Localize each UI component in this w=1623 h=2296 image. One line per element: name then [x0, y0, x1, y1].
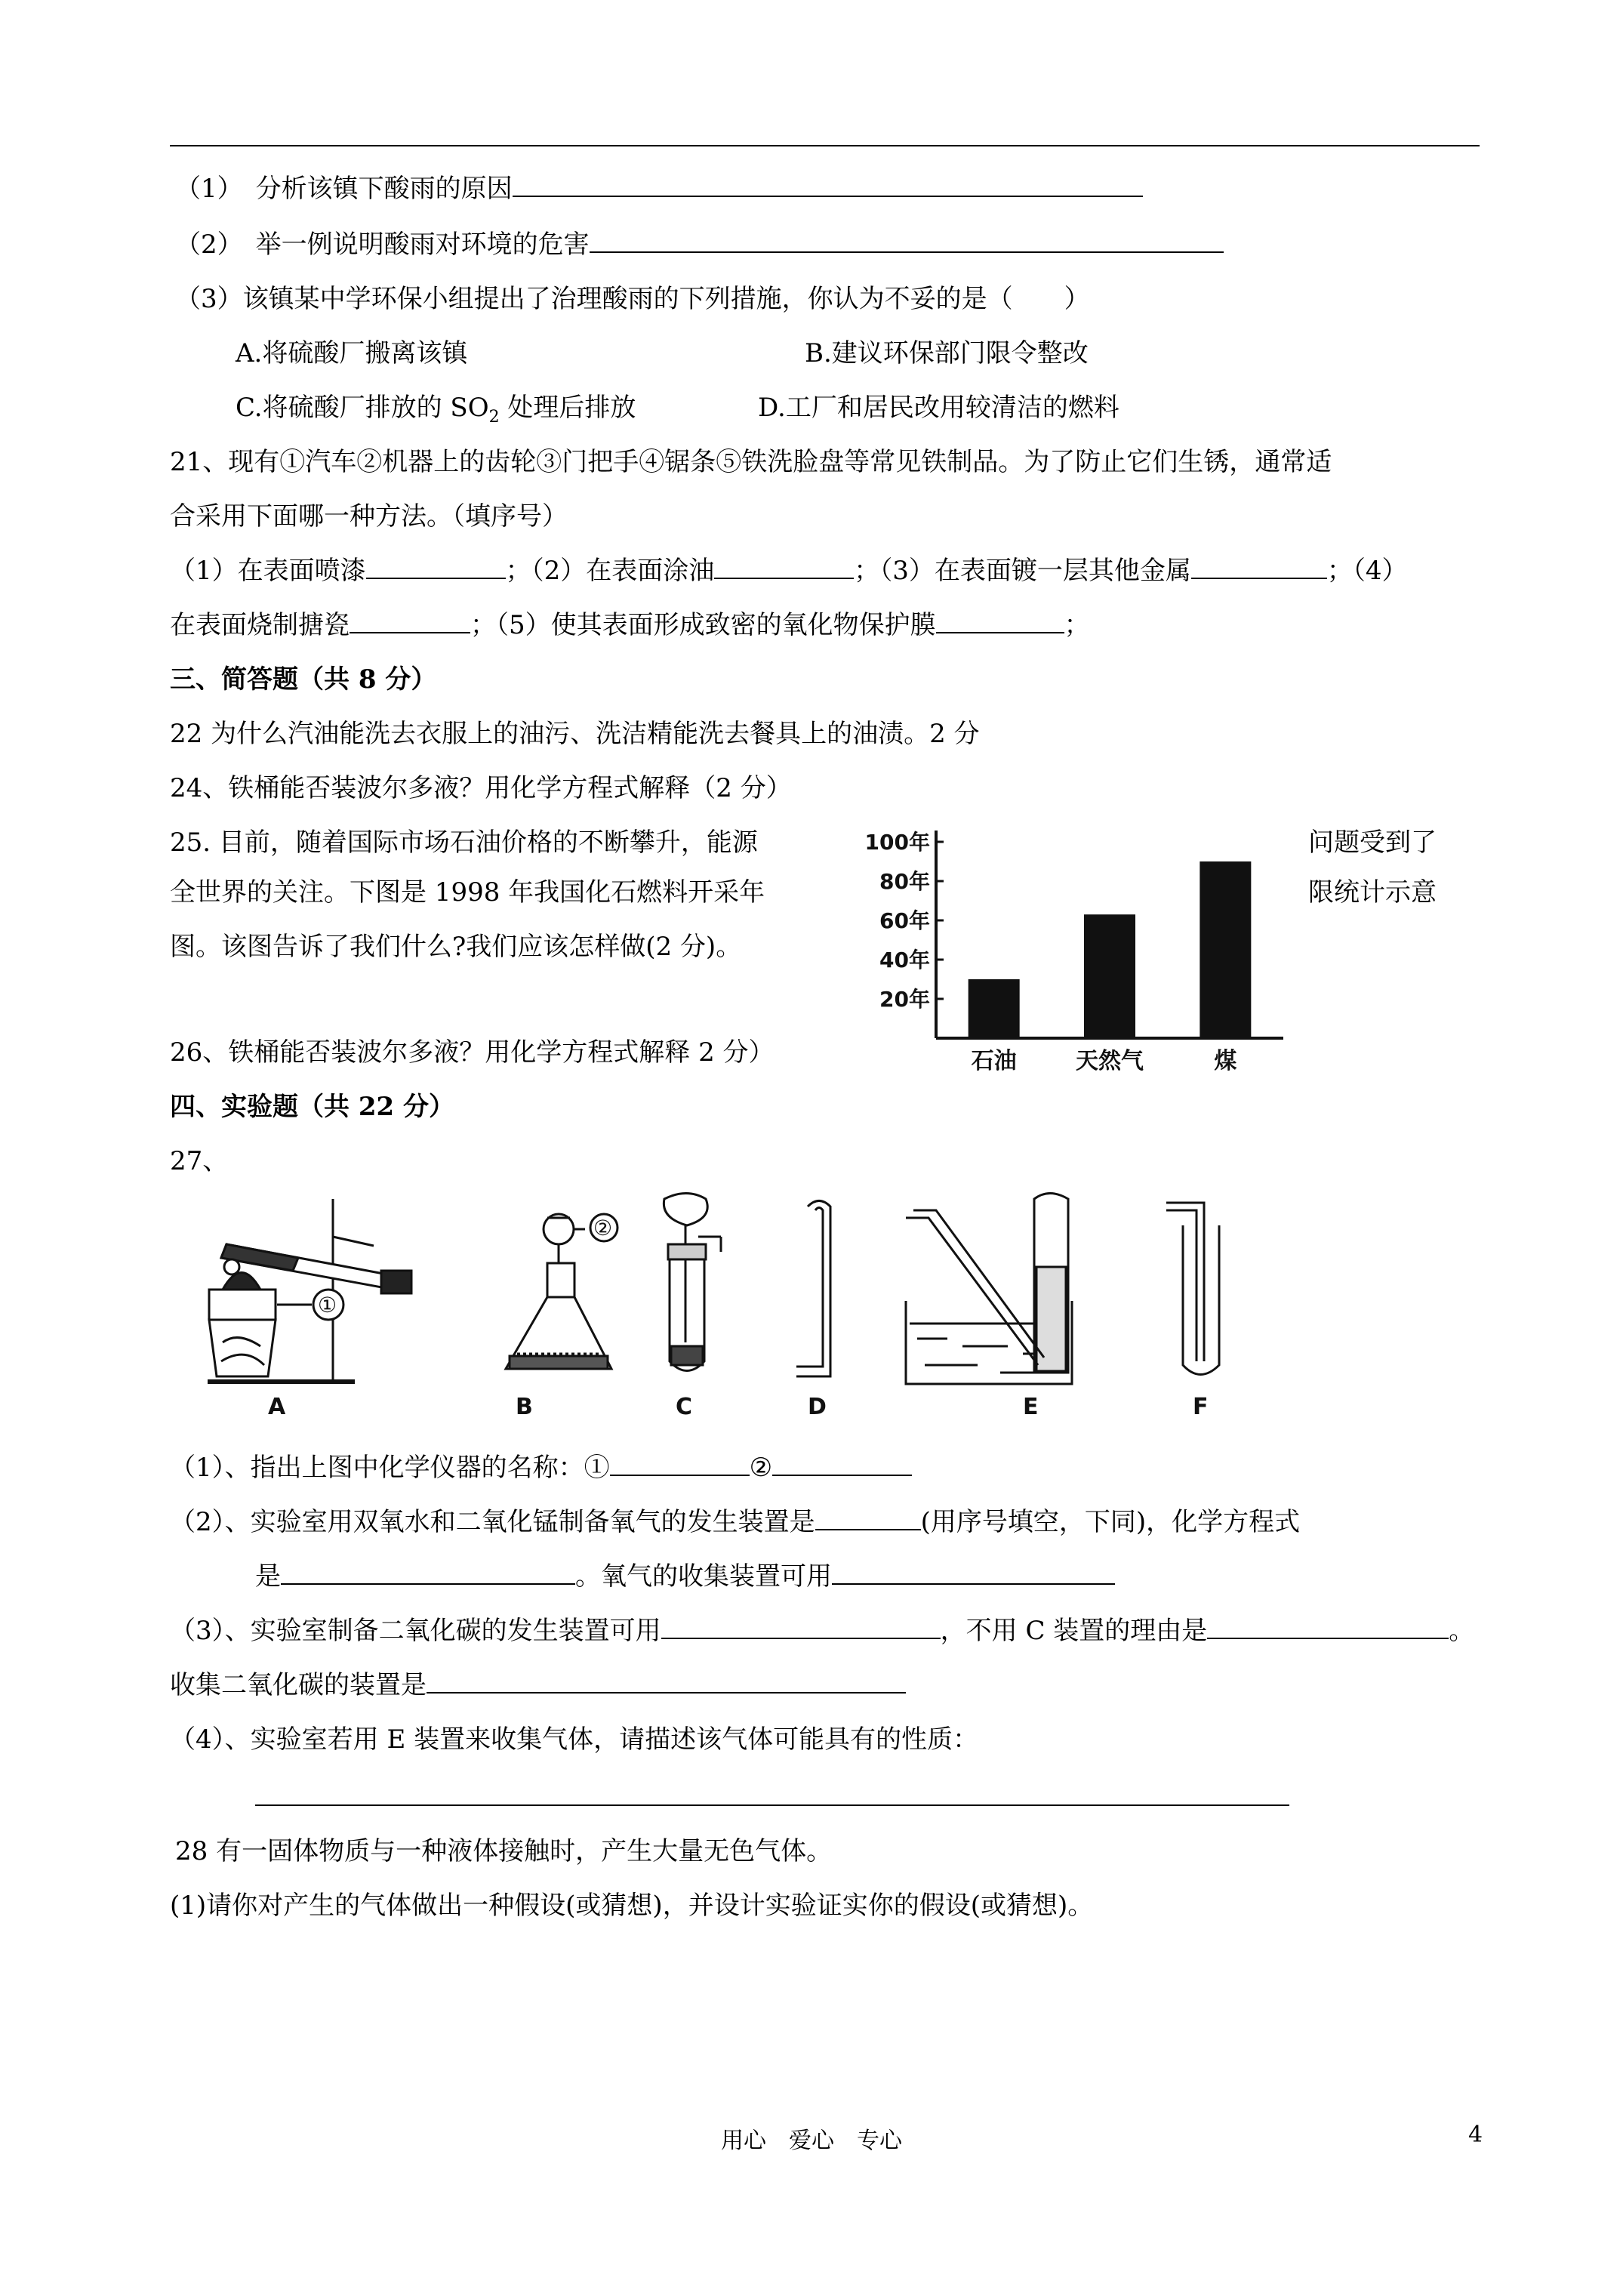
apparatus-e [906, 1194, 1072, 1385]
q25-line2b: 限统计示意 [1308, 877, 1437, 908]
q21-method-4-text: 在表面烧制搪瓷 [170, 610, 350, 640]
page-footer: 用心 爱心 专心 [721, 2128, 902, 2154]
q20-sub3: （3）该镇某中学环保小组提出了治理酸雨的下列措施，你认为不妥的是（ ） [175, 284, 1090, 314]
q27-sub2-text-2: (用序号填空，下同)，化学方程式 [920, 1507, 1301, 1537]
q20-option-c [236, 391, 636, 434]
answer-blank[interactable] [661, 1615, 941, 1639]
q25-line2a: 全世界的关注。下图是 1998 年我国化石燃料开采年 [170, 877, 765, 908]
apparatus-f [1166, 1203, 1219, 1375]
fuel-reserve-bar-chart [857, 819, 1298, 1080]
answer-blank[interactable] [513, 173, 1143, 197]
q21-method-2: ；（2）在表面涂油 [505, 556, 715, 586]
q20-sub2-text: （2） 举一例说明酸雨对环境的危害 [175, 230, 590, 260]
y-tick-label: 60年 [879, 908, 930, 933]
apparatus-a [208, 1199, 411, 1382]
bar [1200, 861, 1251, 1038]
q27-sub4: （4）、实验室若用 E 装置来收集气体，请描述该气体可能具有的性质： [170, 1724, 979, 1755]
q21-end: ； [1064, 610, 1090, 640]
q21-line3 [170, 554, 1408, 587]
label-d: D [808, 1394, 827, 1418]
q27-sub1 [170, 1451, 912, 1484]
q24-text: 24、铁桶能否装波尔多液？用化学方程式解释（2 分） [170, 773, 792, 803]
q27-sub3-text-3: 收集二氧化碳的装置是 [170, 1670, 427, 1700]
q27-sub1-mark2: ② [749, 1453, 773, 1483]
label-c: C [676, 1394, 693, 1418]
q27-sub2 [170, 1505, 1300, 1539]
bar [1084, 914, 1135, 1038]
q21-line1: 21、现有①汽车②机器上的齿轮③门把手④锯条⑤铁洗脸盘等常见铁制品。为了防止它们生锈，通常适 [170, 447, 1332, 477]
q26-text: 26、铁桶能否装波尔多液？用化学方程式解释 2 分） [170, 1037, 775, 1068]
q27-sub3-text: （3）、实验室制备二氧化碳的发生装置可用 [170, 1616, 661, 1646]
q25-line1a: 25. 目前，随着国际市场石油价格的不断攀升，能源 [170, 827, 758, 858]
q22-text: 22 为什么汽油能洗去衣服上的油污、洗洁精能洗去餐具上的油渍。2 分 [170, 719, 980, 749]
section-3-heading: 三、简答题（共 8 分） [170, 664, 437, 695]
answer-blank[interactable] [815, 1506, 921, 1530]
answer-line[interactable] [255, 1782, 1289, 1806]
answer-blank[interactable] [366, 555, 506, 579]
label-e: E [1023, 1394, 1039, 1418]
q27-sub2-cont [255, 1560, 1115, 1593]
q27-sub2-text: （2）、实验室用双氧水和二氧化锰制备氧气的发生装置是 [170, 1507, 815, 1537]
y-tick-label: 20年 [879, 987, 930, 1012]
q25-line1b: 问题受到了 [1308, 827, 1437, 858]
q21-method-1: （1）在表面喷漆 [170, 556, 366, 586]
answer-blank[interactable] [772, 1452, 912, 1476]
q27-sub2-text-3: 是 [255, 1561, 281, 1592]
answer-blank[interactable] [714, 555, 854, 579]
x-category-label: 煤 [1214, 1048, 1237, 1074]
answer-blank[interactable] [610, 1452, 750, 1476]
label-b: B [516, 1394, 533, 1418]
x-category-label: 天然气 [1076, 1048, 1144, 1074]
answer-blank[interactable] [590, 229, 1224, 253]
q21-method-4: ；（4） [1326, 556, 1408, 586]
answer-blank[interactable] [427, 1669, 906, 1693]
apparatus-c [664, 1194, 721, 1371]
label-a: A [268, 1394, 286, 1418]
y-tick-label: 40年 [879, 948, 930, 972]
q21-line4 [170, 609, 1090, 642]
answer-blank[interactable] [281, 1561, 575, 1585]
answer-blank[interactable] [1207, 1615, 1449, 1639]
q27-sub1-text: （1）、指出上图中化学仪器的名称：① [170, 1453, 610, 1483]
q27-sub2-text-4: 。氧气的收集装置可用 [575, 1561, 832, 1592]
q21-line2: 合采用下面哪一种方法。（填序号） [170, 501, 568, 532]
q20-option-c-text-end: 处理后排放 [499, 393, 636, 423]
q20-sub1 [175, 172, 1143, 205]
q20-option-d: D.工厂和居民改用较清洁的燃料 [758, 393, 1119, 423]
q21-method-5: ；（5）使其表面形成致密的氧化物保护膜 [470, 610, 936, 640]
answer-blank[interactable] [936, 609, 1064, 633]
answer-blank[interactable] [350, 609, 470, 633]
y-tick-label: 100年 [864, 830, 930, 855]
q27-sub3 [170, 1614, 1474, 1647]
q27-label: 27、 [170, 1146, 229, 1176]
answer-blank[interactable] [832, 1561, 1115, 1585]
q28-line2: (1)请你对产生的气体做出一种假设(或猜想)，并设计实验证实你的假设(或猜想)。 [170, 1891, 1094, 1921]
section-4-heading: 四、实验题（共 22 分） [170, 1092, 454, 1122]
x-category-label: 石油 [971, 1048, 1017, 1074]
q28-line1: 28 有一固体物质与一种液体接触时，产生大量无色气体。 [175, 1836, 833, 1866]
q25-line3: 图。该图告诉了我们什么?我们应该怎样做(2 分)。 [170, 932, 742, 962]
label-f: F [1193, 1394, 1209, 1418]
q27-sub3-cont [170, 1669, 906, 1702]
q20-option-c-text: C.将硫酸厂排放的 SO [236, 393, 489, 423]
answer-blank[interactable] [1191, 555, 1327, 579]
q20-sub2 [175, 228, 1224, 261]
subscript: 2 [488, 407, 500, 427]
apparatus-d [796, 1201, 830, 1377]
marker-2: ② [593, 1216, 613, 1240]
lab-apparatus-figure [192, 1191, 1264, 1418]
q20-sub1-text: （1） 分析该镇下酸雨的原因 [175, 174, 513, 204]
q20-option-a: A.将硫酸厂搬离该镇 [236, 338, 468, 368]
header-rule [170, 145, 1480, 146]
q20-option-b: B.建议环保部门限令整改 [805, 338, 1089, 368]
q27-sub3-text-2: ，不用 C 装置的理由是 [940, 1616, 1208, 1646]
y-tick-label: 80年 [879, 869, 930, 894]
bar [969, 979, 1020, 1038]
marker-1: ① [318, 1293, 337, 1318]
q21-method-3: ；（3）在表面镀一层其他金属 [854, 556, 1191, 586]
q27-sub3-period: 。 [1449, 1616, 1475, 1646]
page-number: 4 [1468, 2122, 1483, 2148]
